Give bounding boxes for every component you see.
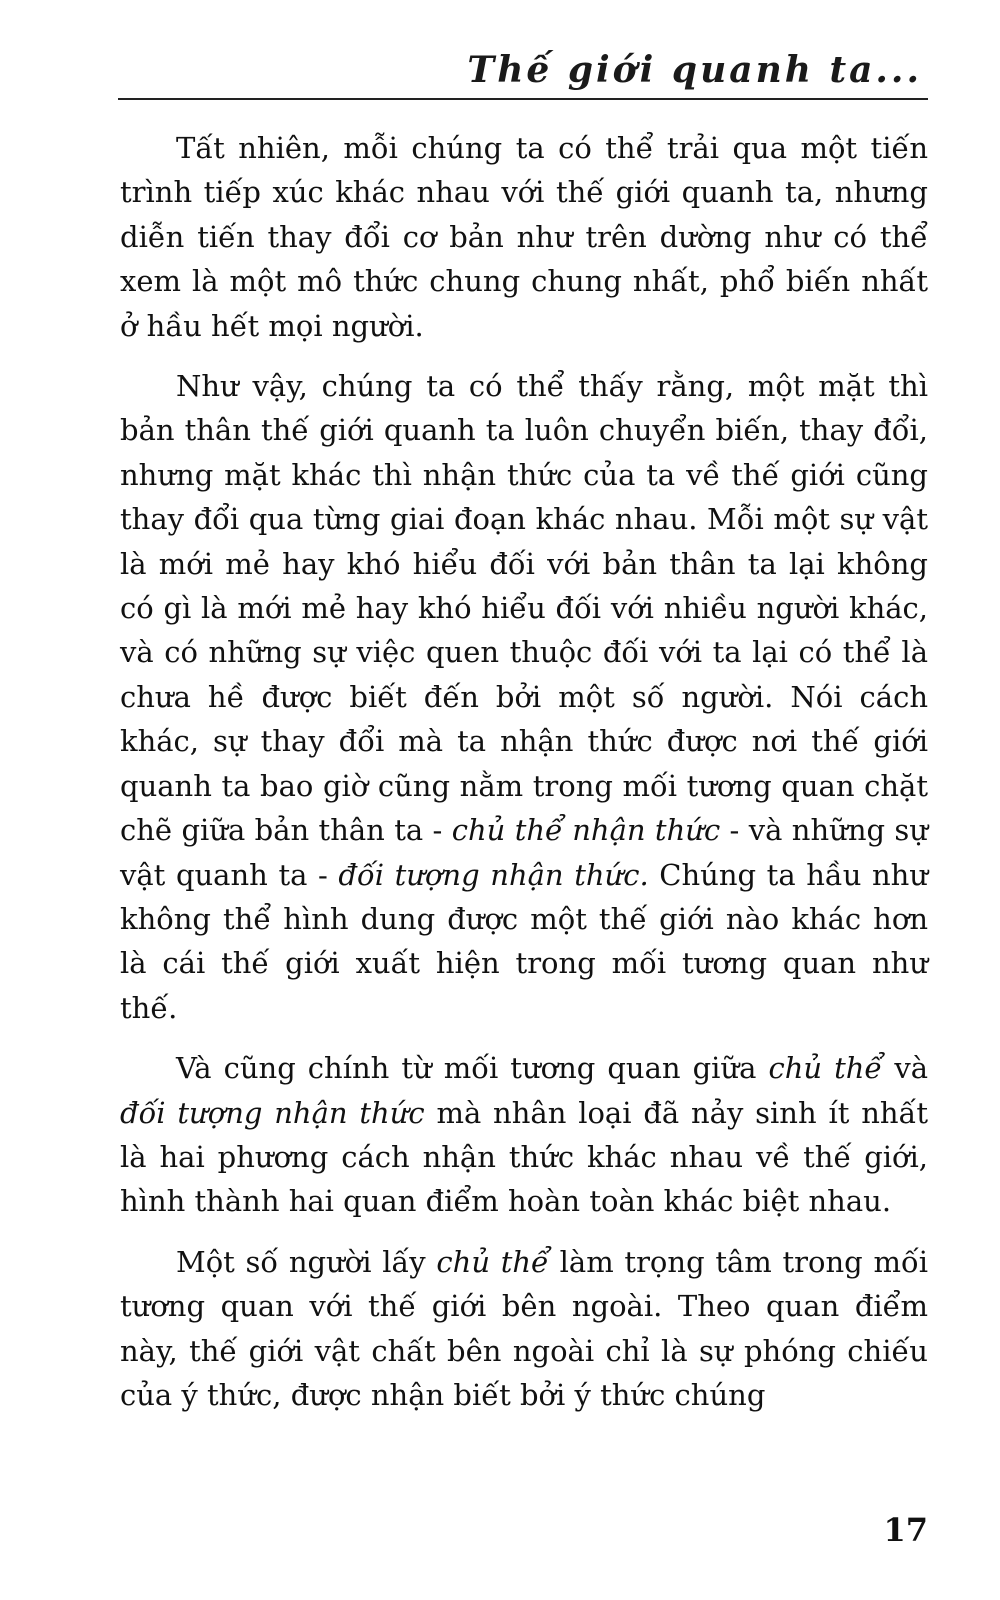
page-body [120, 126, 928, 1433]
italic-text-run: chủ thể nhận thức [451, 813, 721, 848]
italic-text-run: chủ thể [436, 1244, 549, 1279]
running-header-title: Thế giới quanh ta... [467, 49, 922, 91]
paragraph [120, 1240, 928, 1418]
italic-text-run: đối tượng nhận thức [120, 1095, 425, 1130]
text-run: Như vậy, chúng ta có thể thấy rằng, một mặt thì bản thân thế giới quanh ta luôn chuyển biến, thay đổi, nhưng mặt khác thì nhận thức của ta về thế giới cũng thay đổi qua từng giai đoạn khác nhau. Mỗi một sự vật là mới mẻ hay khó hiểu đối với bản thân ta lại không có gì là mới mẻ hay khó hiểu đối với nhiều người khác, và có những sự việc quen thuộc đối với ta lại có thể là chưa hề được biết đến bởi một số người. Nói cách khác, sự thay đổi mà ta nhận thức được nơi thế giới quanh ta bao giờ cũng nằm trong mối tương quan chặt chẽ giữa bản thân ta - [120, 369, 928, 848]
text-run: - và những sự vật quanh ta - [120, 813, 928, 892]
paragraph [120, 364, 928, 1030]
paragraph [120, 1046, 928, 1224]
text-run: làm trọng tâm trong mối tương quan với thế giới bên ngoài. Theo quan điểm này, thế giới vật chất bên ngoài chỉ là sự phóng chiếu của ý thức, được nhận biết bởi ý thức chúng [120, 1244, 928, 1412]
italic-text-run: đối tượng nhận thức. [338, 857, 649, 892]
page-number: 17 [883, 1511, 928, 1549]
text-run: Tất nhiên, mỗi chúng ta có thể trải qua một tiến trình tiếp xúc khác nhau với thế giới quanh ta, nhưng diễn tiến thay đổi cơ bản như trên dường như có thể xem là một mô thức chung chung nhất, phổ biến nhất ở hầu hết mọi người. [120, 131, 928, 343]
text-run: Chúng ta hầu như không thể hình dung được một thế giới nào khác hơn là cái thế giới xuất hiện trong mối tương quan như thế. [120, 857, 929, 1025]
italic-text-run: chủ thể [768, 1051, 883, 1086]
text-run: mà nhân loại đã nảy sinh ít nhất là hai phương cách nhận thức khác nhau về thế giới, hình thành hai quan điểm hoàn toàn khác biệt nhau. [120, 1095, 929, 1219]
text-run: Và cũng chính từ mối tương quan giữa [176, 1051, 769, 1086]
text-run: và [882, 1051, 928, 1086]
running-header [118, 42, 928, 100]
text-run: Một số người lấy [176, 1244, 437, 1279]
paragraph [120, 126, 928, 348]
